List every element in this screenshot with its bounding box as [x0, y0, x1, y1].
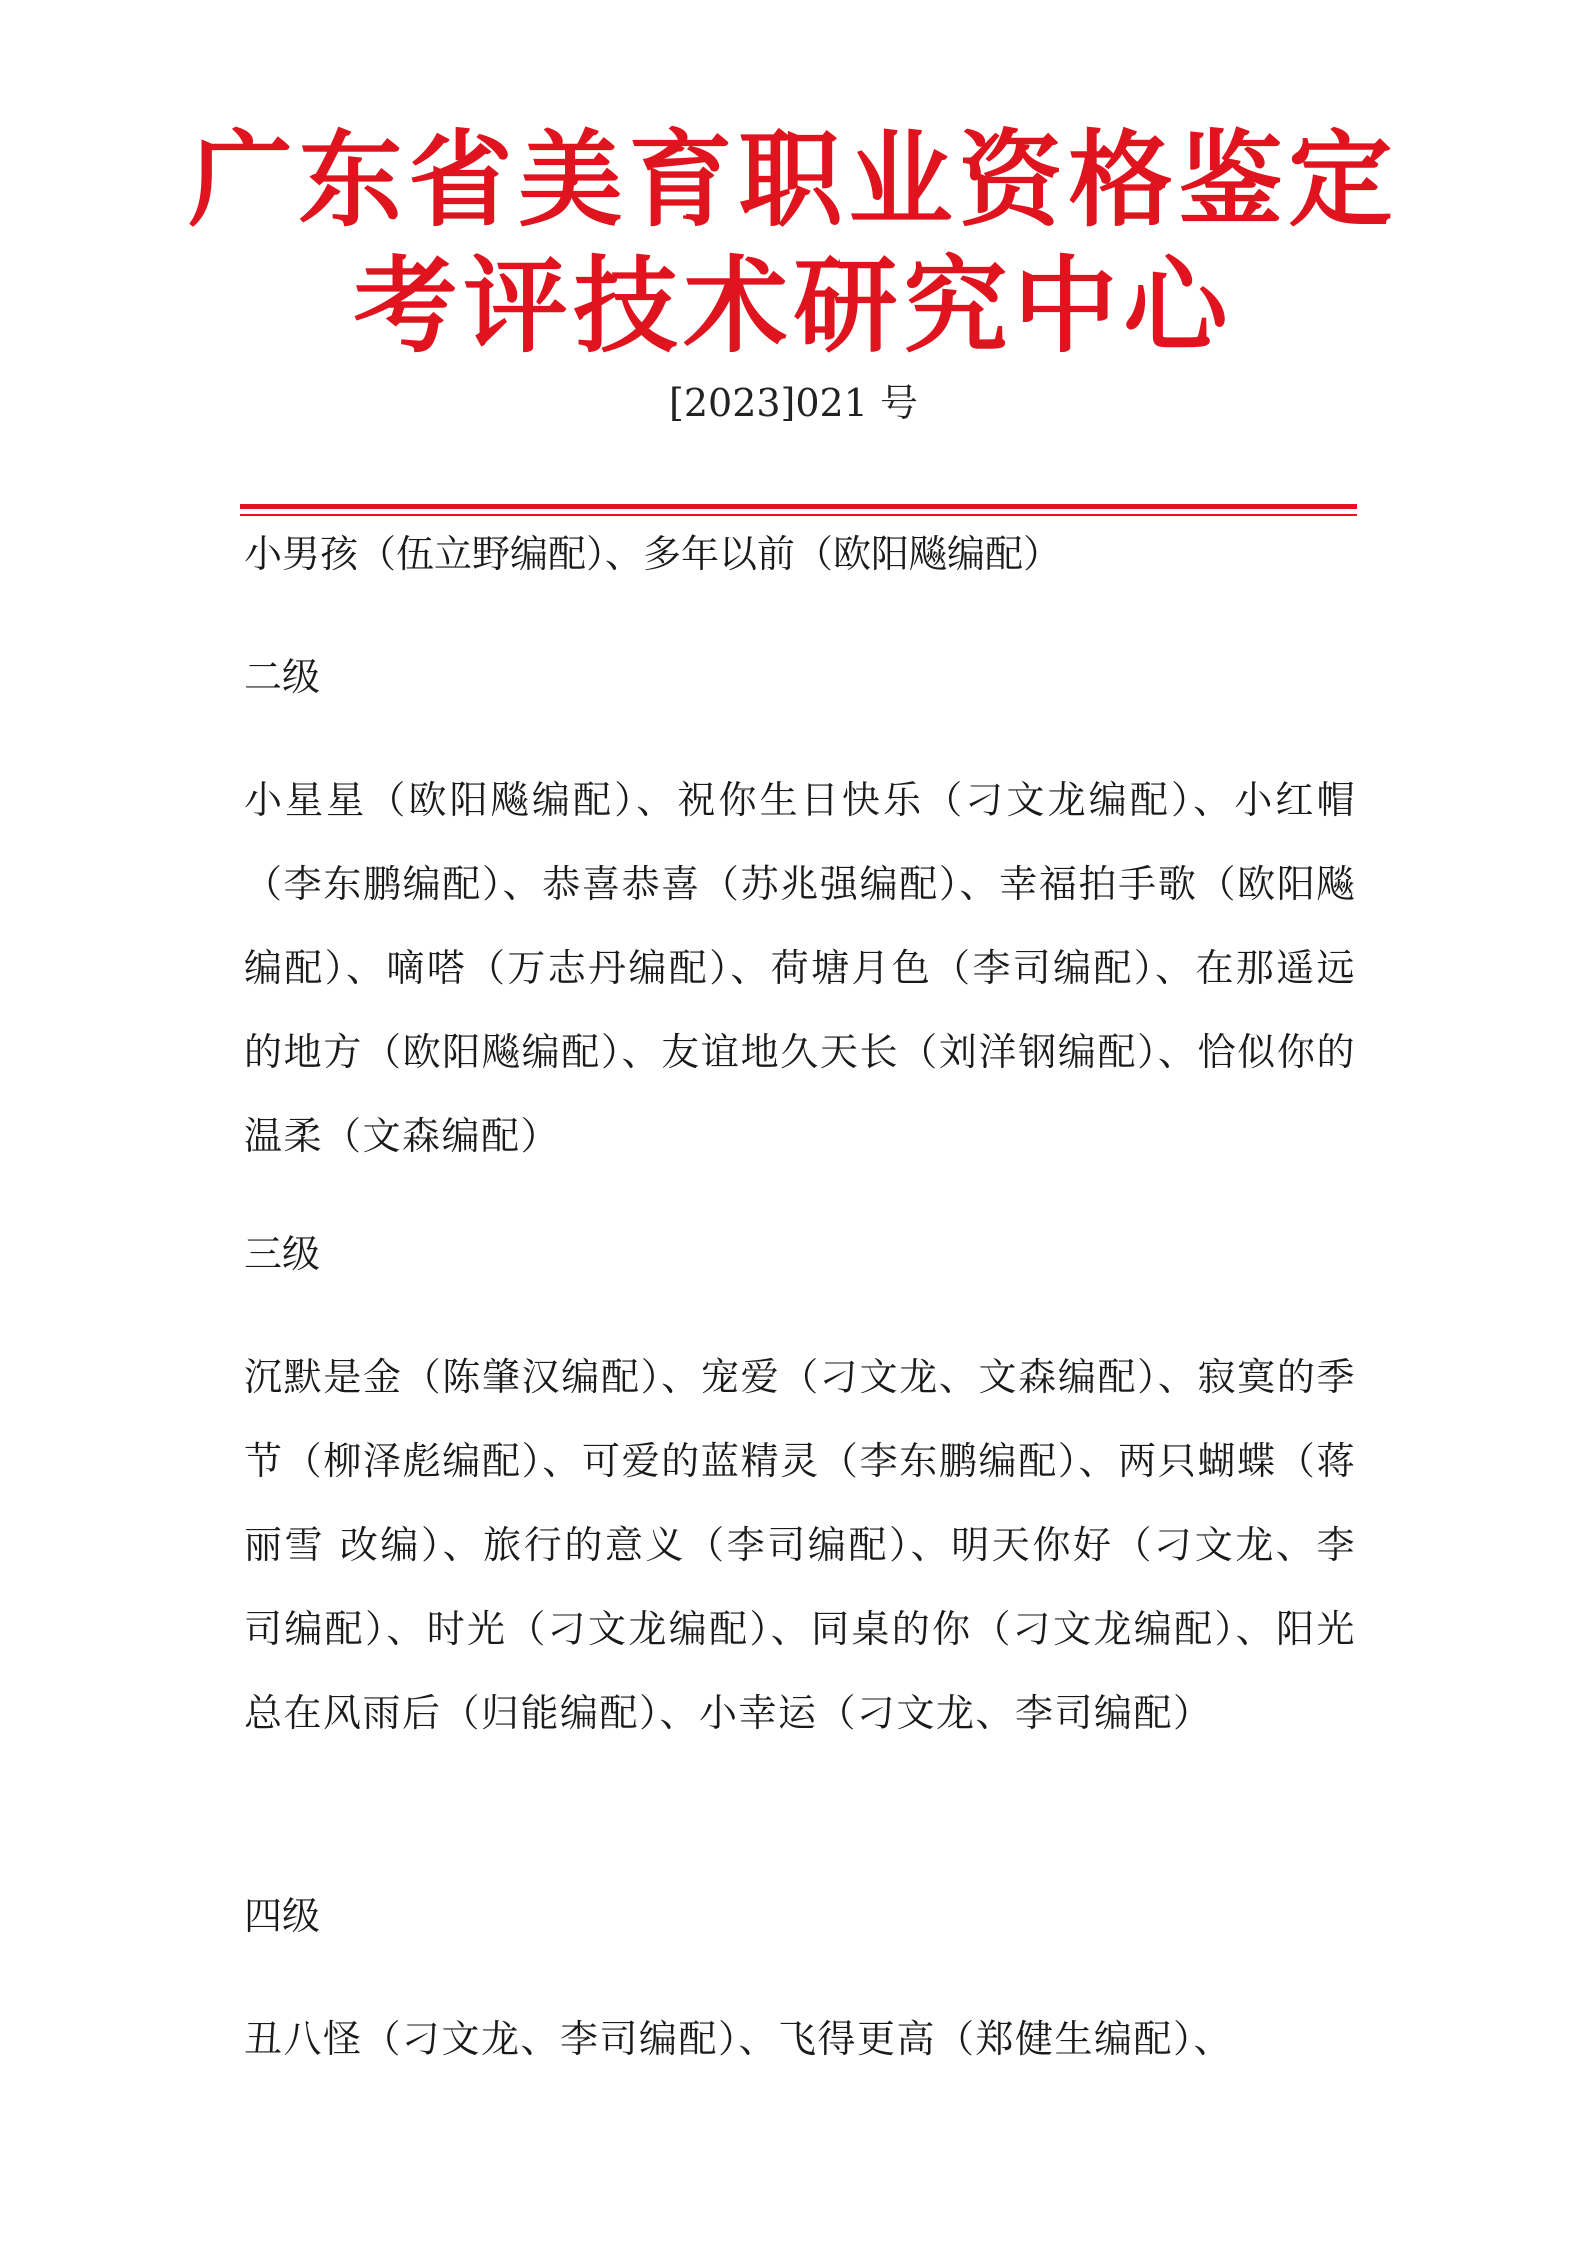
- intro-line: 小男孩（伍立野编配）、多年以前（欧阳飚编配）: [244, 532, 1062, 576]
- level-3-song-list: 沉默是金（陈肇汉编配）、宠爱（刁文龙、文森编配）、寂寞的季节（柳泽彪编配）、可爱的蓝精灵（李东鹏编配）、两只蝴蝶（蒋丽雪 改编）、旅行的意义（李司编配）、明天你好（刁文龙、李司编配）、时光（刁文龙编配）、同桌的你（刁文龙编配）、阳光总在风雨后（归能编配）、小幸运（刁文龙、李司编配）: [244, 1355, 1356, 1735]
- header-title-line-1: 广东省美育职业资格鉴定: [188, 118, 1399, 241]
- header-divider-thick: [240, 504, 1357, 509]
- header-title-line-2: 考评技术研究中心: [353, 244, 1234, 367]
- level-4-heading: 四级: [244, 1894, 321, 1938]
- document-number: [2023]021 号: [669, 381, 918, 425]
- level-3-heading: 三级: [244, 1232, 321, 1276]
- level-2-song-list: 小星星（欧阳飚编配）、祝你生日快乐（刁文龙编配）、小红帽（李东鹏编配）、恭喜恭喜（苏兆强编配）、幸福拍手歌（欧阳飚 编配）、嘀嗒（万志丹编配）、荷塘月色（李司编配）、在那遥远的地方（欧阳飚编配）、友谊地久天长（刘洋钢编配）、恰似你的温柔（文森编配）: [244, 778, 1356, 1158]
- header-divider-thin: [240, 514, 1357, 516]
- level-4-song-list: 丑八怪（刁文龙、李司编配）、飞得更高（郑健生编配）、: [244, 2017, 1234, 2061]
- level-2-heading: 二级: [244, 655, 321, 699]
